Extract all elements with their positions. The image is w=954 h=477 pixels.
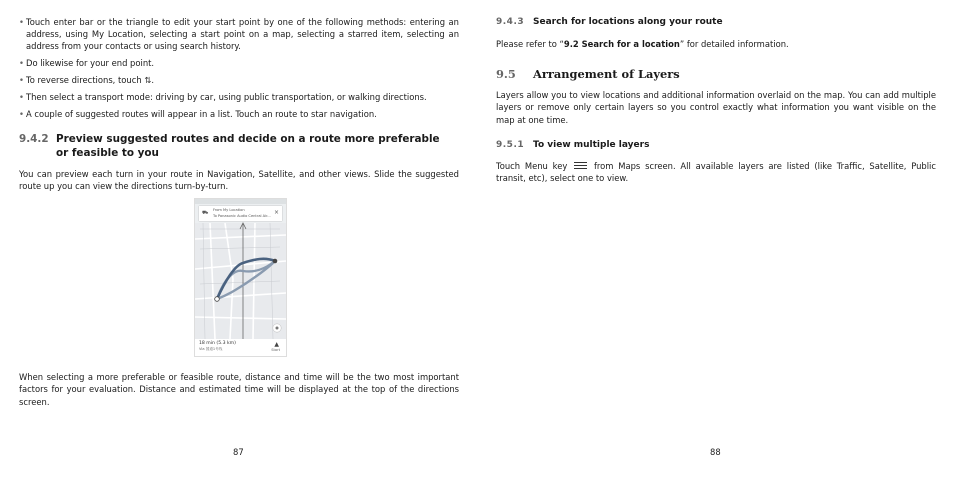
refer-link[interactable]: 9.2 Search for a location [563, 39, 680, 49]
section-heading-9-5-1 [496, 139, 926, 151]
page-number: 87 [233, 447, 244, 457]
bullet-item [19, 91, 459, 103]
refer-paragraph [496, 38, 936, 50]
layers-paragraph: Layers allow you to view locations and additional information overlaid on the map. You can add multiple layers or remove only certain layers so you control exactly what information you want visible on the map at one time. [496, 90, 936, 125]
section-number: 9.5 [496, 67, 516, 81]
bullet-item [19, 108, 459, 120]
navigation-arrow-icon[interactable]: ▲ [274, 341, 279, 348]
refer-prefix: Please refer to “ [496, 39, 564, 49]
bullet-item [19, 57, 459, 69]
menu-prefix: Touch Menu key [496, 161, 568, 171]
section-heading-9-4-2 [19, 132, 449, 160]
menu-key-icon [574, 162, 587, 170]
bullet-text: Then select a transport mode: driving by car, using public transportation, or walking directions. [26, 92, 427, 102]
start-button[interactable]: Start [271, 348, 280, 352]
preview-paragraph: You can preview each turn in your route in Navigation, Satellite, and other views. Slide the suggested route up you can view the directions turn-by-turn. [19, 169, 459, 192]
section-title: Arrangement of Layers [533, 67, 680, 81]
bullet-dot: • [19, 109, 24, 119]
close-icon[interactable]: × [273, 209, 279, 216]
bullet-item [19, 16, 459, 53]
section-heading-9-4-3 [496, 16, 926, 28]
bullet-text: A couple of suggested routes will appear in a list. Touch an route to star navigation. [26, 109, 377, 119]
map-graphic [195, 199, 286, 356]
section-number: 9.5.1 [496, 140, 525, 150]
to-location[interactable]: To Panasonic Audio Central Air... [213, 214, 271, 218]
bullet-dot: • [19, 58, 24, 68]
section-title: Search for locations along your route [533, 17, 723, 27]
map-screenshot [194, 198, 287, 357]
bullet-text: Do likewise for your end point. [26, 58, 155, 68]
refer-suffix: ” for detailed information. [679, 39, 789, 49]
section-heading-9-5 [496, 67, 926, 81]
route-via: Via 国道1号线 [199, 347, 223, 351]
bullet-dot: • [19, 92, 24, 102]
bullet-text: Touch enter bar or the triangle to edit your start point by one of the following methods: entering an address, using My Location, selecting a start point on a map, selecting a starred item, selecting an address from your contacts or using search history. [26, 17, 459, 52]
evaluation-paragraph: When selecting a more preferable or feasible route, distance and time will be the two most important factors for your evaluation. Distance and estimated time will be displayed at the top of the directions screen. [19, 372, 459, 407]
right-page [477, 0, 954, 477]
menu-paragraph [496, 160, 936, 185]
car-icon: ⛟ [202, 210, 209, 216]
bullet-dot: • [19, 17, 24, 27]
route-summary[interactable] [195, 339, 286, 356]
from-location[interactable]: From My Location [213, 208, 245, 212]
directions-card[interactable] [199, 206, 282, 221]
reverse-directions-icon: ⇅ [144, 75, 152, 85]
section-number: 9.4.2 [19, 133, 49, 145]
section-title: To view multiple layers [533, 140, 650, 150]
bullet-text-part: To reverse directions, touch [26, 75, 142, 85]
section-number: 9.4.3 [496, 17, 525, 27]
section-title: Preview suggested routes and decide on a route more preferable or feasible to you [56, 133, 440, 159]
page-number: 88 [710, 447, 721, 457]
bullet-dot: • [19, 75, 24, 85]
route-eta: 18 min (5.3 km) [199, 341, 236, 346]
bullet-text: To reverse directions, touch ⇅. [26, 75, 155, 85]
menu-suffix: from Maps screen. All available layers are listed (like Traffic, Satellite, Public transit, etc), select one to view. [496, 161, 936, 184]
bullet-item [19, 74, 459, 86]
